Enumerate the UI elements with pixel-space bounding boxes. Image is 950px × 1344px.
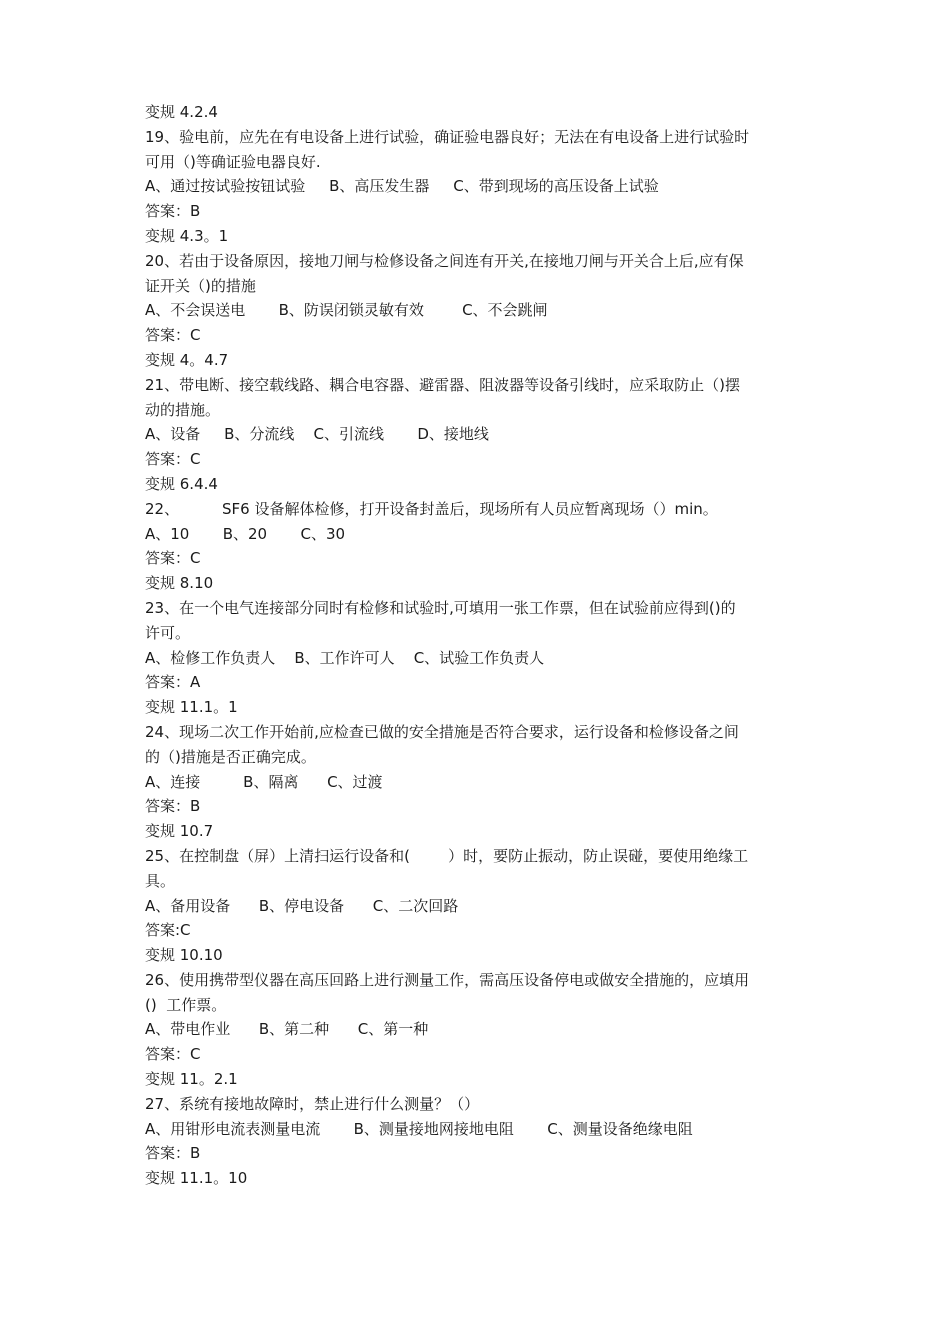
question-26-text-cont: () 工作票。 — [145, 995, 227, 1014]
question-25-options: A、备用设备 B、停电设备 C、二次回路 — [145, 896, 459, 915]
question-26-text: 26、使用携带型仪器在高压回路上进行测量工作，需高压设备停电或做安全措施的，应填用 — [145, 970, 750, 989]
question-19-text: 19、验电前，应先在有电设备上进行试验，确证验电器良好；无法在有电设备上进行试验时 — [145, 127, 750, 146]
question-19-options: A、通过按试验按钮试验 B、高压发生器 C、带到现场的高压设备上试验 — [145, 177, 659, 196]
question-21-options: A、设备 B、分流线 C、引流线 D、接地线 — [145, 425, 489, 444]
question-27-options: A、用钳形电流表测量电流 B、测量接地网接地电阻 C、测量设备绝缘电阻 — [145, 1119, 693, 1138]
question-20-text-cont: 证开关（)的措施 — [145, 276, 256, 295]
question-21-answer: 答案：C — [145, 450, 201, 469]
question-23-text-cont: 许可。 — [145, 623, 191, 642]
question-25-text: 25、在控制盘（屏）上清扫运行设备和( ）时，要防止振动，防止误碰，要使用绝缘工 — [145, 846, 749, 865]
question-25-reference: 变规 10.10 — [145, 946, 223, 965]
question-21-text-cont: 动的措施。 — [145, 400, 221, 419]
question-24-text: 24、现场二次工作开始前,应检查已做的安全措施是否符合要求，运行设备和检修设备之间 — [145, 722, 739, 741]
question-27-text: 27、系统有接地故障时，禁止进行什么测量？（） — [145, 1094, 480, 1113]
question-20-answer: 答案：C — [145, 326, 201, 345]
question-24-options: A、连接 B、隔离 C、过渡 — [145, 772, 383, 791]
question-24-answer: 答案：B — [145, 797, 201, 816]
question-23-text: 23、在一个电气连接部分同时有检修和试验时,可填用一张工作票，但在试验前应得到()的 — [145, 598, 736, 617]
question-22-text: 22、 SF6 设备解体检修，打开设备封盖后，现场所有人员应暂离现场（）min。 — [145, 499, 718, 518]
question-20-reference: 变规 4。4.7 — [145, 350, 229, 369]
question-22-options: A、10 B、20 C、30 — [145, 524, 346, 543]
question-27-answer: 答案：B — [145, 1144, 201, 1163]
question-24-reference: 变规 10.7 — [145, 822, 214, 841]
question-23-answer: 答案：A — [145, 673, 201, 692]
question-22-reference: 变规 8.10 — [145, 574, 214, 593]
question-20-options: A、不会误送电 B、防误闭锁灵敏有效 C、不会跳闸 — [145, 301, 548, 320]
question-19-text-cont: 可用（)等确证验电器良好. — [145, 152, 321, 171]
document-page — [145, 100, 810, 1191]
question-23-reference: 变规 11.1。1 — [145, 698, 238, 717]
question-22-answer: 答案：C — [145, 549, 201, 568]
question-26-reference: 变规 11。2.1 — [145, 1070, 238, 1089]
question-24-text-cont: 的（)措施是否正确完成。 — [145, 747, 316, 766]
question-25-answer: 答案:C — [145, 921, 191, 940]
question-19-answer: 答案：B — [145, 202, 201, 221]
question-20-text: 20、若由于设备原因，接地刀闸与检修设备之间连有开关,在接地刀闸与开关合上后,应有保 — [145, 251, 744, 270]
question-21-text: 21、带电断、接空载线路、耦合电容器、避雷器、阻波器等设备引线时，应采取防止（)摆 — [145, 375, 740, 394]
text-line: 变规 4.2.4 — [145, 103, 218, 121]
question-27-reference: 变规 11.1。10 — [145, 1169, 248, 1188]
question-23-options: A、检修工作负责人 B、工作许可人 C、试验工作负责人 — [145, 648, 545, 667]
question-25-text-cont: 具。 — [145, 871, 176, 890]
question-19-reference: 变规 4.3。1 — [145, 226, 229, 245]
question-21-reference: 变规 6.4.4 — [145, 474, 218, 493]
question-26-options: A、带电作业 B、第二种 C、第一种 — [145, 1020, 429, 1039]
question-26-answer: 答案：C — [145, 1045, 201, 1064]
